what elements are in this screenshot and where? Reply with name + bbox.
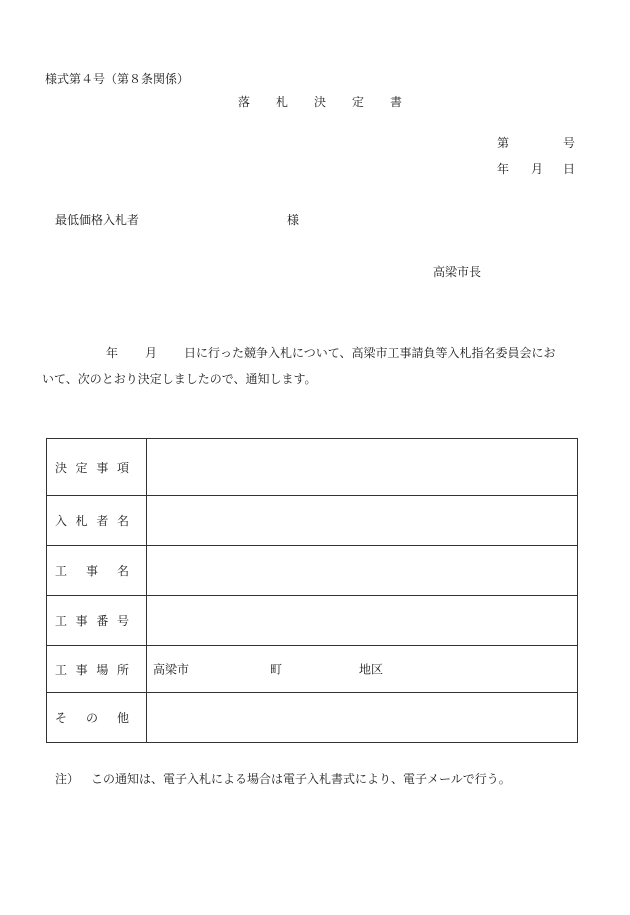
title-char: 定	[352, 95, 365, 109]
note-text: この通知は、電子入札による場合は電子入札書式により、電子メールで行う。	[91, 772, 511, 786]
date-year: 年	[497, 162, 510, 176]
label-char: そ	[55, 711, 68, 725]
label-char: 名	[116, 564, 129, 578]
title-char: 書	[390, 95, 403, 109]
row-value-work-number	[147, 596, 578, 646]
table-row	[47, 496, 578, 546]
title-char: 札	[276, 95, 289, 109]
row-value-other	[147, 693, 578, 743]
body-month: 月	[145, 346, 158, 360]
label-char: 場	[96, 662, 109, 677]
row-label-bidder	[47, 496, 147, 546]
label-char: 定	[75, 460, 88, 475]
row-label-location	[47, 646, 147, 693]
label-char: 者	[96, 514, 109, 528]
label-char: 項	[116, 460, 129, 475]
doc-number-prefix: 第	[497, 136, 510, 150]
label-char: の	[85, 711, 98, 725]
label-char: 事	[75, 614, 88, 628]
row-value-location	[147, 646, 578, 693]
body-year: 年	[106, 346, 119, 360]
title-char: 決	[314, 95, 327, 109]
sender-name: 高梁市長	[433, 265, 482, 279]
label-char: 入	[55, 514, 68, 528]
body-line-2: いて、次のとおり決定しましたので、通知します。	[42, 372, 317, 386]
label-char: 事	[96, 460, 109, 475]
location-city: 高梁市	[153, 662, 190, 677]
decision-table	[46, 438, 578, 743]
row-label-text	[55, 612, 129, 629]
row-label-decision	[47, 439, 147, 496]
date-day: 日	[563, 162, 576, 176]
table-row	[47, 646, 578, 693]
row-label-other	[47, 693, 147, 743]
form-number: 様式第４号（第８条関係）	[45, 72, 190, 86]
table-row	[47, 439, 578, 496]
table-row	[47, 546, 578, 596]
location-district: 地区	[359, 662, 384, 677]
note-label: 注）	[55, 772, 80, 786]
label-char: 工	[55, 662, 68, 677]
document-title	[238, 96, 428, 108]
date-month: 月	[531, 162, 544, 176]
row-label-text	[55, 512, 129, 529]
row-label-work-number	[47, 596, 147, 646]
label-char: 決	[55, 460, 68, 475]
row-value-work-name	[147, 546, 578, 596]
location-town: 町	[270, 662, 283, 677]
label-char: 工	[55, 614, 68, 628]
label-char: 他	[116, 711, 129, 725]
row-label-text	[55, 562, 129, 579]
table-row	[47, 596, 578, 646]
row-value-bidder	[147, 496, 578, 546]
title-char: 落	[238, 95, 251, 109]
table-row	[47, 693, 578, 743]
label-char: 工	[55, 564, 68, 578]
row-label-text	[55, 661, 129, 678]
row-value-decision	[147, 439, 578, 496]
row-label-text	[55, 709, 129, 726]
label-char: 番	[96, 614, 109, 628]
row-label-text	[55, 459, 129, 476]
row-label-work-name	[47, 546, 147, 596]
label-char: 所	[116, 662, 129, 677]
label-char: 事	[85, 564, 98, 578]
label-char: 事	[75, 662, 88, 677]
addressee-honorific: 様	[287, 213, 300, 227]
body-line-1: 日に行った競争入札について、高梁市工事請負等入札指名委員会にお	[184, 346, 556, 360]
label-char: 号	[116, 614, 129, 628]
label-char: 名	[116, 514, 129, 528]
addressee-label: 最低価格入札者	[55, 213, 140, 227]
label-char: 札	[75, 514, 88, 528]
doc-number-suffix: 号	[563, 136, 576, 150]
